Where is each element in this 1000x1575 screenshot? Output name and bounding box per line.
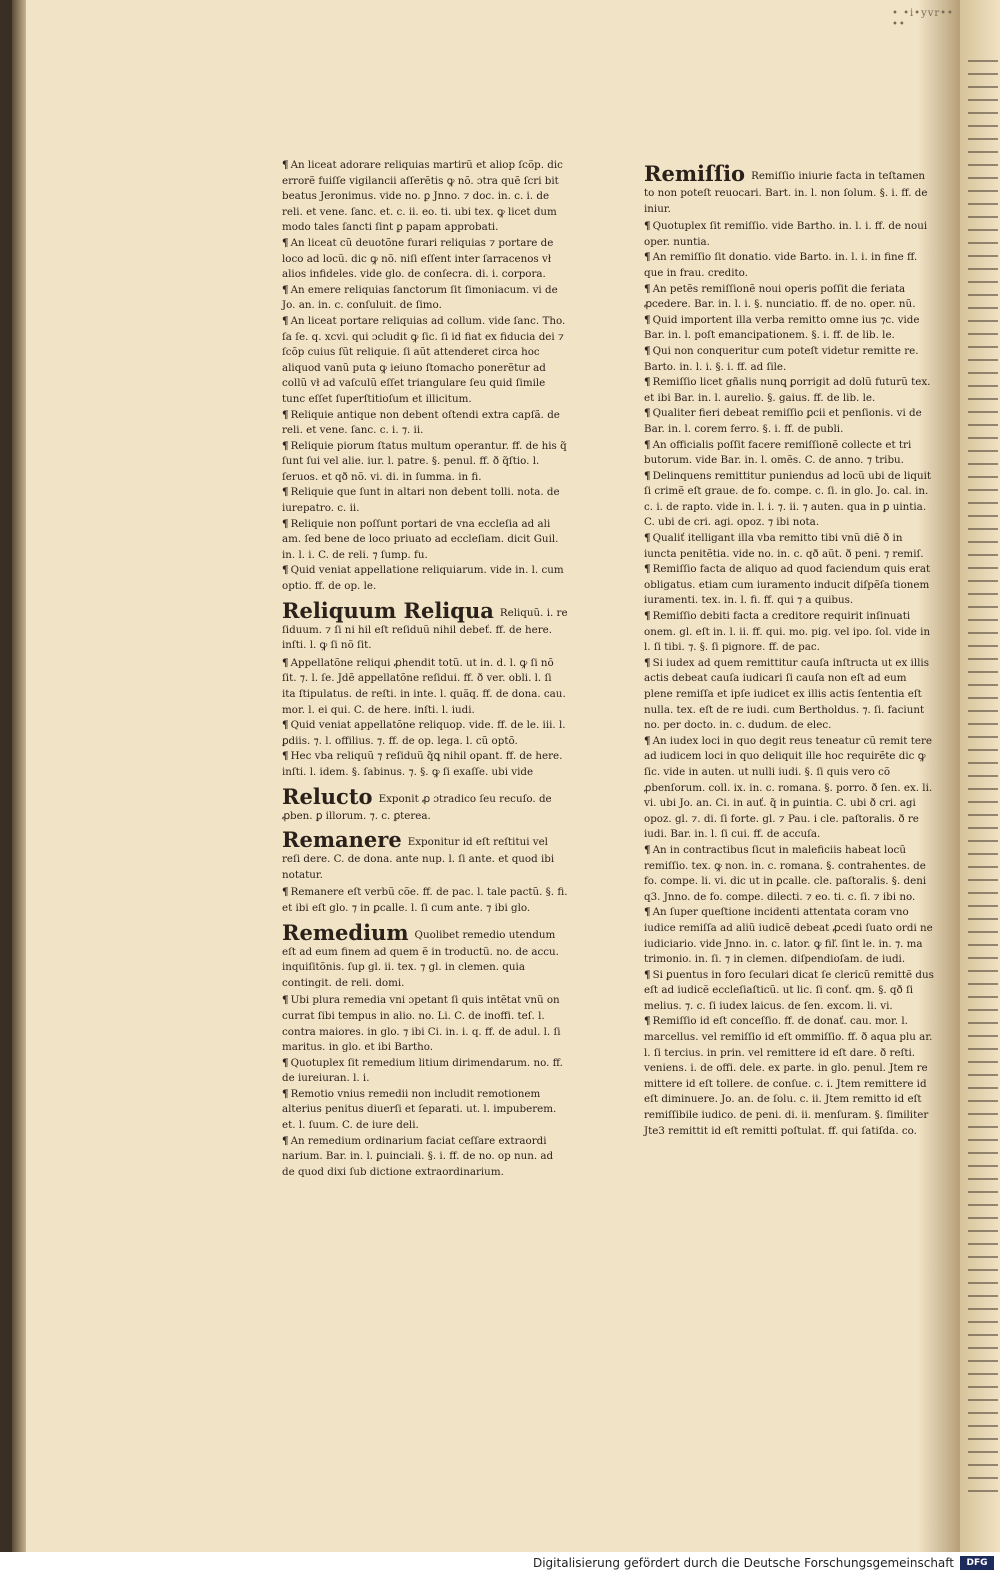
paragraph-mark-icon: ¶ [644, 376, 651, 389]
paragraph-mark-icon: ¶ [644, 656, 651, 669]
entry-text: Quolibet remedio utendum eſt ad eum finem ad quem ẽ in troductũ. no. de accu. inquiſitõnis. ſup gl. ii. tex. ⁊ gl. in clemen. quia contingit. de reli. domi. [282, 928, 559, 989]
paragraph-mark-icon: ¶ [282, 486, 289, 499]
headword: Reliquum Reliqua [282, 597, 494, 623]
entry-text: Reliquũ. i. re ſiduum. ⁊ ſi ni hil eſt reſiduũ nihil debeť. ff. de here. inſti. l. ꝙ ſi nõ ſit. [282, 606, 568, 652]
paragraph-mark-icon: ¶ [644, 438, 651, 451]
entry-text: Quotuplex ſit remedium litium dirimendarum. no. ff. de iureiuran. l. i. [282, 1056, 563, 1085]
dictionary-entry [644, 438, 936, 469]
dictionary-entry [644, 282, 936, 313]
dictionary-entry [644, 531, 936, 562]
dictionary-entry [644, 1014, 936, 1139]
paragraph-mark-icon: ¶ [644, 532, 651, 545]
entry-text: An iudex loci in quo degit reus teneatur cũ remit tere ad iudicem loci in quo deliquit ille hoc requirẽte dic ꝙ ſic. vide in auten. ut nulli iudi. §. ſi quis vero cõ ꝓbenſorum. coll. ix. in. c. romana. §. porro. ð ſen. ex. li. vi. ubi Jo. an. Ci. in auť. q̃ in ꝑuintia. C. ubi ð cri. agi opoz. gl. ⁊. di. ſi forte. gl. ⁊ Pau. i cle. paſtoralis. ð re iudi. Bar. in. l. ſi cui. ff. de accuſa. [644, 734, 933, 841]
left-column [282, 158, 568, 1180]
paragraph-mark-icon: ¶ [282, 1087, 289, 1100]
paragraph-mark-icon: ¶ [644, 407, 651, 420]
entry-text: Delinquens remittitur puniendus ad locũ ubi de liquit ſi crimẽ eſt graue. de fo. compe. c. ſi. in glo. Jo. cal. in. c. i. de rapto. vide in. l. i. ⁊. ii. ⁊ auten. qua in ꝑ uintia. C. ubi de cri. agi. opoz. ⁊ ibi nota. [644, 469, 932, 529]
entry-text: An petẽs remiſſionẽ noui operis poſſit die feriata ꝓcedere. Bar. in. l. i. §. nunciatio. ff. de no. oper. nũ. [644, 282, 916, 311]
headword: Relucto [282, 783, 373, 809]
paragraph-mark-icon: ¶ [282, 750, 289, 763]
dictionary-entry [282, 563, 568, 594]
paragraph-mark-icon: ¶ [282, 314, 289, 327]
dictionary-entry [282, 1134, 568, 1181]
paragraph-mark-icon: ¶ [282, 408, 289, 421]
dictionary-entry [644, 375, 936, 406]
paragraph-mark-icon: ¶ [644, 563, 651, 576]
headword: Remanere [282, 827, 402, 853]
dictionary-entry [282, 236, 568, 283]
entry-text: An officialis poſſit facere remiſſionẽ collecte et tri butorum. vide Bar. in. l. omẽs. C. de anno. ⁊ tribu. [644, 438, 912, 467]
dictionary-entry [282, 718, 568, 749]
paragraph-mark-icon: ¶ [282, 439, 289, 452]
paragraph-mark-icon: ¶ [282, 564, 289, 577]
entry-text: Ubi plura remedia vni ɔpetant ſi quis intẽtat vnũ on currat ſibi tempus in alio. no. Li. C. de inoffi. teſ. l. contra maiores. in glo. ⁊ ibi Ci. in. i. q. ff. de adul. l. ſi maritus. in glo. et ibi Bartho. [282, 994, 561, 1054]
dictionary-entry [644, 562, 936, 609]
paragraph-mark-icon: ¶ [644, 906, 651, 919]
dictionary-headword-entry [282, 828, 568, 883]
dictionary-entry [282, 749, 568, 780]
page-edge [12, 0, 26, 1552]
dictionary-headword-entry [282, 599, 568, 654]
entry-text: Quid veniat appellatione reliquiarum. vide in. l. cum optio. ff. de op. le. [282, 564, 564, 593]
entry-text: Remanere eſt verbũ cõe. ff. de pac. l. tale pactũ. §. fi. et ibi eſt glo. ⁊ in ꝑcalle. l. ſi cum ante. ⁊ ibi glo. [282, 886, 568, 914]
dictionary-entry [282, 1087, 568, 1134]
dictionary-entry [282, 283, 568, 314]
entry-text: Quotuplex ſit remiſſio. vide Bartho. in. l. i. ff. de noui oper. nuntia. [644, 220, 928, 248]
dictionary-entry [644, 968, 936, 1015]
dictionary-headword-entry [282, 921, 568, 992]
footer-credit: Digitalisierung gefördert durch die Deutsche Forschungsgemeinschaft [532, 1556, 954, 1570]
dictionary-entry [282, 885, 568, 916]
entry-text: Remiſſio iniurie facta in teſtamen to non poteſt reuocari. Bart. in. l. non ſolum. §. i. ff. de iniur. [644, 170, 928, 215]
entry-text: Remiſſio licet gñalis nunꝗ ꝑorrigit ad dolũ futurũ tex. et ibi Bar. in. l. aurelio. §. gaius. ff. de lib. le. [644, 376, 931, 404]
paragraph-mark-icon: ¶ [644, 344, 651, 357]
paragraph-mark-icon: ¶ [644, 282, 651, 295]
next-page-edge [960, 0, 1000, 1552]
dictionary-entry [644, 656, 936, 734]
next-page-text-lines [968, 60, 998, 1500]
book-page [12, 0, 960, 1552]
dictionary-entry [644, 609, 936, 656]
dictionary-entry [644, 843, 936, 905]
dfg-logo: DFG [960, 1556, 994, 1570]
entry-text: Exponitur id eſt reſtitui vel reſi dere. C. de dona. ante nup. l. ſi ante. et quod ibi notatur. [282, 836, 555, 881]
dictionary-entry [644, 469, 936, 531]
entry-text: An remiſſio ſit donatio. vide Barto. in. l. i. in fine ff. que in frau. credito. [644, 251, 918, 279]
paragraph-mark-icon: ¶ [644, 220, 651, 233]
dictionary-entry [282, 439, 568, 486]
dictionary-entry [282, 485, 568, 516]
dictionary-entry [282, 1056, 568, 1087]
entry-text: Remiſſio id eſt conceſſio. ff. de donať. cau. mor. l. marcellus. vel remiſſio id eſt ommiſſio. ff. ð aqua plu ar. l. ſi tercius. in prin. vel remittere id eſt dare. ð reſti. veniens. i. de offi. dele. ex parte. in glo. penul. Jtem re mittere id eſt tollere. de conſue. c. i. Jtem remittere id eſt diminuere. Jo. an. de ſolu. c. ii. Jtem remitto id eſt remiſſibile iudico. de peni. di. ii. menſuram. §. ſimiliter Jte3 remittit id eſt remitti poſtulat. ff. qui ſatiſda. co. [644, 1015, 933, 1137]
dictionary-entry [282, 314, 568, 408]
entry-text: An liceat portare reliquias ad collum. vide ſanc. Tho. ſa ſe. q. xcvi. qui ɔcludit ꝙ ſic. ſi id fiat ex fiducia dei ⁊ ſcõp cuius ſũt reliquie. ſi aũt attenderet circa hoc aliquod vanũ puta ꝙ ieiuno ſtomacho ponerẽtur ad collũ vł ad vaſculũ eſſet triangulare ſeu quid ſimile tunc eſſet ſuperſtitioſum et illicitum. [282, 314, 566, 405]
paragraph-mark-icon: ¶ [282, 1134, 289, 1147]
dictionary-headword-entry [282, 785, 568, 825]
paragraph-mark-icon: ¶ [282, 283, 289, 296]
paragraph-mark-icon: ¶ [644, 313, 651, 326]
entry-text: Qualiter fieri debeat remiſſio ꝑcii et penſionis. vi de Bar. in. l. corem ferro. §. i. ff. de publi. [644, 407, 922, 435]
paragraph-mark-icon: ¶ [282, 236, 289, 249]
corner-mark: • •i•yvr•• •• [892, 8, 954, 30]
paragraph-mark-icon: ¶ [644, 610, 651, 623]
paragraph-mark-icon: ¶ [282, 159, 289, 171]
entry-text: An liceat adorare reliquias martirũ et aliop ſcõp. dic errorẽ fuiſſe vigilancii aſſerẽtis ꝙ nõ. ɔtra quẽ ſcri bit beatus Jeronimus. vide no. ꝑ Jnno. ⁊ doc. in. c. i. de reli. et vene. ſanc. et. c. ii. eo. ti. ubi tex. ꝙ licet dum modo tales ſancti ſint ꝑ papam approbati. [282, 159, 563, 234]
dictionary-entry [644, 250, 936, 281]
entry-text: Si ꝑuentus in foro ſeculari dicat ſe clericũ remittẽ dus eſt ad iudicẽ eccleſiaſticũ. ut lic. ſi conť. qm. §. qð ſi melius. ⁊. c. ſi iudex laicus. de ſen. excom. li. vi. [644, 968, 934, 1012]
footer [0, 1552, 1000, 1575]
paragraph-mark-icon: ¶ [644, 968, 651, 981]
entry-text: Remiſſio facta de aliquo ad quod faciendum quis erat obligatus. etiam cum iuramento inducit diſpẽſa tionem iuramenti. tex. in. l. fi. ff. qui ⁊ a quibus. [644, 563, 931, 607]
paragraph-mark-icon: ¶ [282, 1056, 289, 1069]
dictionary-entry [644, 406, 936, 437]
entry-text: Hec vba reliquũ ⁊ reſiduũ q̃ꝗ nihil opant. ff. de here. inſti. l. idem. §. ſabinus. ⁊. §. ꝙ ſi exaſſe. ubi vide [282, 750, 563, 778]
entry-text: Exponit ꝓ ɔtradico ſeu recuſo. de ꝓben. ꝑ illorum. ⁊. c. ꝑterea. [282, 792, 552, 822]
entry-text: Reliquie piorum ſtatus multum operantur. ff. de his q̃ ſunt ſui vel alie. iur. l. patre. §. penul. ff. ð q̃ſtio. l. ſeruos. et qð nõ. vi. di. in ſumma. in fi. [282, 439, 567, 483]
paragraph-mark-icon: ¶ [282, 517, 289, 530]
dictionary-entry [644, 344, 936, 375]
entry-text: An liceat cũ deuotõne furari reliquias ⁊ portare de loco ad locũ. dic ꝙ nõ. niſi eſſent inter ſarracenos vł alios infideles. vide glo. de conſecra. di. i. corpora. [282, 236, 554, 281]
paragraph-mark-icon: ¶ [644, 469, 651, 482]
paragraph-mark-icon: ¶ [644, 734, 651, 747]
entry-text: Reliquie non poſſunt portari de vna eccleſia ad ali am. ſed bene de loco priuato ad eccleſiam. dicit Guil. in. l. i. C. de reli. ⁊ ſump. fu. [282, 517, 559, 561]
paragraph-mark-icon: ¶ [282, 886, 289, 899]
paragraph-mark-icon: ¶ [644, 843, 651, 856]
paragraph-mark-icon: ¶ [282, 719, 289, 732]
entry-text: An emere reliquias ſanctorum ſit ſimoniacum. vi de Jo. an. in. c. conſuluit. de ſimo. [282, 283, 558, 312]
entry-text: Qui non conqueritur cum poteſt videtur remitte re. Barto. in. l. i. §. i. ff. ad ſile. [644, 344, 919, 373]
entry-text: An in contractibus ſicut in maleficiis habeat locũ remiſſio. tex. ꝙ non. in. c. romana. §. contrahentes. de fo. compe. li. vi. dic ut in ꝑcalle. cle. paſtoralis. §. deni q3. Jnno. de fo. compe. dilecti. ⁊ eo. ti. c. ſi. ⁊ ibi no. [644, 843, 927, 903]
entry-text: An ſuper queſtione incidenti attentata coram vno iudice remiſſa ad aliũ iudicẽ debeat ꝓcedi ſuato ordi ne iudiciario. vide Jnno. in. c. lator. ꝙ fiľ. ſint le. in. ⁊. ma trimonio. in. ſi. ⁊ in clemen. diſpendioſam. de iudi. [644, 906, 933, 966]
dictionary-entry [644, 219, 936, 250]
entry-text: Quid veniat appellatõne reliquop. vide. ff. de le. iii. l. ꝑdiis. ⁊. l. offilius. ⁊. ff. de op. lega. l. cũ optõ. [282, 719, 566, 747]
entry-text: Remiſſio debiti facta a creditore requirit inſinuati onem. gl. eſt in. l. ii. ff. qui. mo. pig. vel ipo. ſol. vide in l. ſi tibi. ⁊. §. ſi pignore. ff. de pac. [644, 610, 931, 654]
dictionary-entry [644, 905, 936, 967]
paragraph-mark-icon: ¶ [644, 251, 651, 264]
headword: Remedium [282, 919, 409, 945]
paragraph-mark-icon: ¶ [644, 1015, 651, 1028]
dictionary-entry [644, 313, 936, 344]
entry-text: Appellatõne reliqui ꝓhendit totũ. ut in. d. l. ꝙ ſi nõ ſit. ⁊. l. ſe. Jdẽ appellatõne reſidui. ff. ð ver. obli. l. ſi ita ſtipulatus. de reſti. in inte. l. quãq. ff. de dona. cau. mor. l. ei qui. C. de here. inſti. l. iudi. [282, 656, 566, 716]
entry-text: Qualiť itelligant illa vba remitto tibi vnũ diẽ ð in iuncta penitẽtia. vide no. in. c. qð aũt. ð peni. ⁊ remiſ. [644, 532, 924, 560]
dictionary-entry [644, 734, 936, 843]
dictionary-entry [282, 517, 568, 564]
paragraph-mark-icon: ¶ [282, 656, 289, 669]
headword: Remiſſio [644, 161, 746, 186]
entry-text: Si iudex ad quem remittitur cauſa inſtructa ut ex illis actis debeat cauſa iudicari ſi cauſa non eſt ad eum plene remiſſa et ipſe iudicet ex illis actis ſententia eſt nulla. tex. eſt de re iudi. cum Bertholdus. ⁊. ſi. faciunt no. per docto. in. c. dudum. de elec. [644, 656, 930, 732]
entry-text: Reliquie antique non debent oſtendi extra capſã. de reli. et vene. ſanc. c. i. ⁊. ii. [282, 408, 560, 437]
dictionary-entry [282, 158, 568, 236]
dictionary-entry [282, 656, 568, 718]
entry-text: Quid importent illa verba remitto omne ius ⁊c. vide Bar. in. l. poſt emancipationem. §. i. ff. de lib. le. [644, 313, 920, 342]
right-column [644, 158, 936, 1139]
dictionary-entry [282, 993, 568, 1055]
entry-text: An remedium ordinarium faciat ceſſare extraordi narium. Bar. in. l. ꝑuinciali. §. i. ff. de no. op nun. ad de quod dixi ſub dictione extraordinarium. [282, 1134, 554, 1178]
dictionary-entry [282, 408, 568, 439]
dictionary-headword-entry [644, 162, 936, 217]
paragraph-mark-icon: ¶ [282, 994, 289, 1007]
entry-text: Remotio vnius remedii non includit remotionem alterius penitus diuerſi et ſeparati. ut. l. impuberem. et. l. ſuum. C. de iure deli. [282, 1087, 557, 1132]
entry-text: Reliquie que ſunt in altari non debent tolli. nota. de iurepatro. c. ii. [282, 486, 560, 515]
